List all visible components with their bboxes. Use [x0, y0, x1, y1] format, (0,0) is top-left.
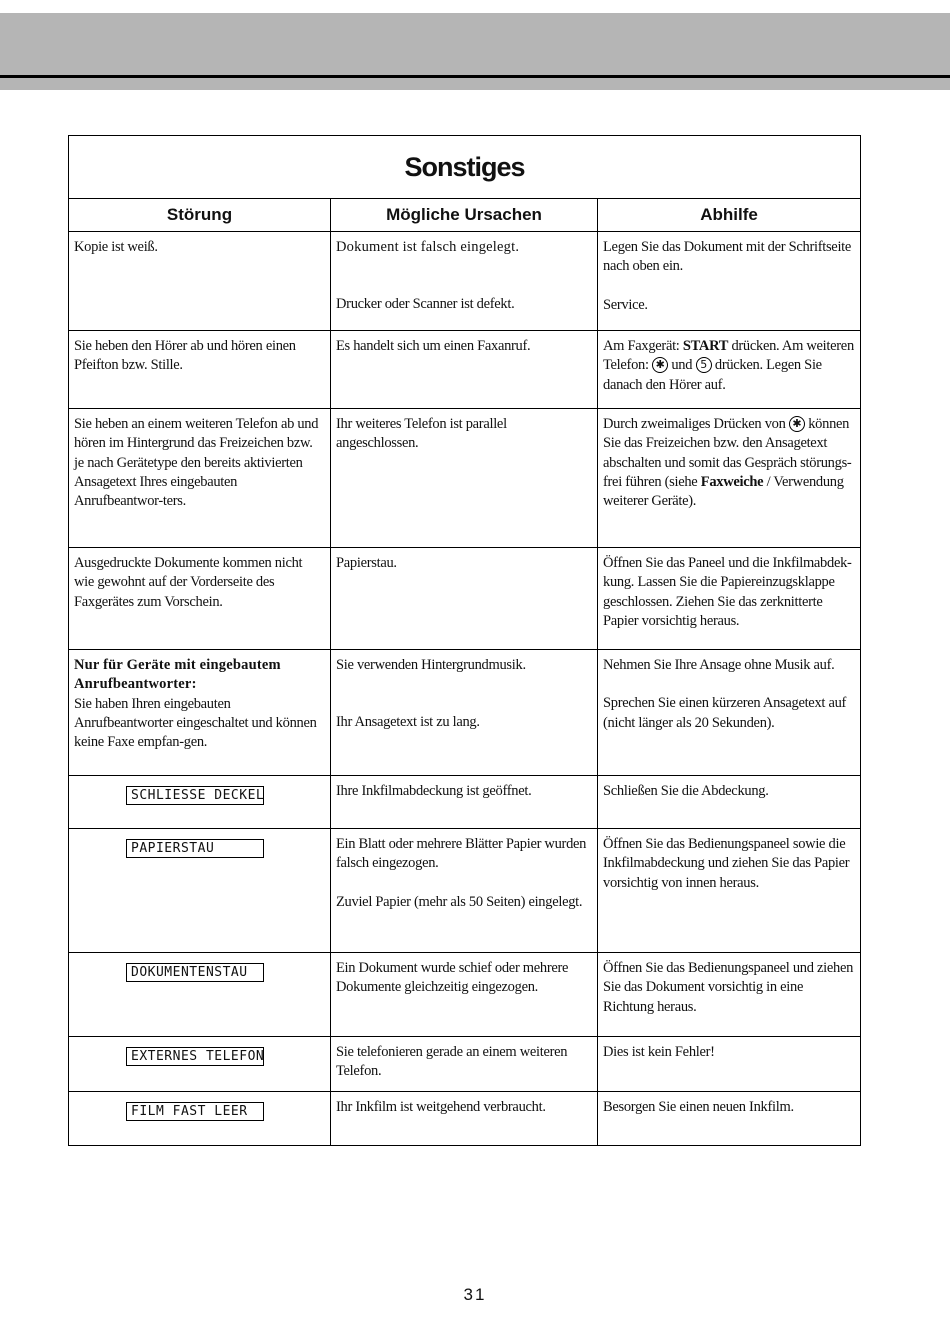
remedy-text: Durch zweimaliges Drücken von [603, 416, 789, 432]
display-message: FILM FAST LEER [126, 1102, 264, 1121]
cause-cell [331, 776, 598, 829]
cause-text: Drucker oder Scanner ist defekt. [336, 296, 515, 313]
display-message: EXTERNES TELEFON [126, 1047, 264, 1066]
remedy-cell [598, 776, 861, 829]
cause-text: Es handelt sich um einen Faxanruf. [336, 338, 531, 354]
remedy-text: Besorgen Sie einen neuen Inkfilm. [603, 1099, 794, 1115]
table-row [69, 331, 861, 409]
remedy-cell [598, 409, 861, 548]
cause-text: Dokument ist falsch eingelegt. [336, 239, 520, 255]
cause-text: Ihr Inkfilm ist weitgehend verbraucht. [336, 1099, 546, 1115]
remedy-text: Dies ist kein Fehler! [603, 1044, 715, 1060]
remedy-cell [598, 953, 861, 1037]
star-key-icon: ✱ [652, 357, 668, 373]
remedy-cell [598, 548, 861, 650]
cause-text: Zuviel Papier (mehr als 50 Seiten) eingelegt. [336, 893, 583, 910]
table-row [69, 232, 861, 331]
problem-text: Sie heben an einem weiteren Telefon ab und hören im Hintergrund das Freizeichen bzw. je nach Gerätetype den bereits aktivierten Ansagetext Ihres eingebauten Anrufbeantwor-ters. [74, 416, 319, 510]
problem-cell [69, 409, 331, 548]
header-band [0, 13, 950, 75]
display-message: PAPIERSTAU [126, 839, 264, 858]
remedy-cell [598, 829, 861, 953]
troubleshooting-table [68, 135, 861, 1146]
remedy-text: Legen Sie das Dokument mit der Schriftseite nach oben ein. [603, 239, 852, 275]
table-row [69, 776, 861, 829]
remedy-cell [598, 650, 861, 776]
table-row [69, 1037, 861, 1092]
start-key-label: START [682, 338, 729, 354]
problem-text: Kopie ist weiß. [74, 239, 158, 255]
remedy-text: Service. [603, 296, 648, 313]
cause-text: Sie telefonieren gerade an einem weiteren Telefon. [336, 1044, 568, 1080]
table-row [69, 409, 861, 548]
five-key-icon: 5 [696, 357, 712, 373]
cause-text: Ein Dokument wurde schief oder mehrere Dokumente gleichzeitig eingezogen. [336, 960, 569, 996]
cause-cell [331, 548, 598, 650]
cause-text: Ihr weiteres Telefon ist parallel angeschlossen. [336, 416, 507, 452]
problem-cell [69, 331, 331, 409]
star-key-icon: ✱ [789, 416, 805, 432]
cause-cell [331, 953, 598, 1037]
remedy-text: Schließen Sie die Abdeckung. [603, 783, 769, 799]
cause-text: Papierstau. [336, 555, 397, 571]
problem-note: Nur für Geräte mit eingebautem Anrufbeantworter: [74, 657, 281, 693]
cause-cell [331, 1037, 598, 1092]
remedy-text: drücken. Am weiteren Telefon: [603, 338, 854, 374]
cause-text: Ihr Ansagetext ist zu lang. [336, 714, 480, 731]
display-message: SCHLIESSE DECKEL [126, 786, 264, 805]
problem-cell [69, 776, 331, 829]
remedy-cell [598, 331, 861, 409]
cause-cell [331, 829, 598, 953]
column-header-remedy: Abhilfe [598, 199, 861, 232]
header-band-lower [0, 78, 950, 90]
remedy-text: Öffnen Sie das Paneel und die Inkfilmabdek-kung. Lassen Sie die Papiereinzugsklappe geschlossen. Ziehen Sie das zerknitterte Papier vorsichtig heraus. [603, 555, 852, 629]
table-row [69, 650, 861, 776]
cause-cell [331, 1092, 598, 1146]
table-row [69, 829, 861, 953]
remedy-text: können Sie das Freizeichen bzw. den Ansagetext abschalten und somit das Gespräch störungs-frei führen (siehe [603, 416, 852, 490]
problem-cell [69, 548, 331, 650]
cause-text: Sie verwenden Hintergrundmusik. [336, 657, 526, 673]
cause-cell [331, 232, 598, 331]
remedy-text: und [668, 357, 696, 374]
problem-cell [69, 953, 331, 1037]
problem-text: Ausgedruckte Dokumente kommen nicht wie gewohnt auf der Vorderseite des Faxgerätes zum Vorschein. [74, 555, 303, 610]
cause-cell [331, 409, 598, 548]
faxweiche-label: Faxweiche [700, 473, 764, 490]
problem-cell [69, 650, 331, 776]
cause-text: Ihre Inkfilmabdeckung ist geöffnet. [336, 783, 532, 799]
problem-cell [69, 1092, 331, 1146]
remedy-text: Am Faxgerät: [603, 338, 683, 354]
remedy-cell [598, 232, 861, 331]
remedy-text: / Verwendung weiterer Geräte). [603, 473, 844, 510]
cause-text: Ein Blatt oder mehrere Blätter Papier wurden falsch eingezogen. [336, 836, 587, 872]
page-number: 31 [463, 1285, 487, 1304]
remedy-text: Sprechen Sie einen kürzeren Ansagetext auf (nicht länger als 20 Sekunden). [603, 695, 847, 731]
table-row [69, 548, 861, 650]
remedy-cell [598, 1092, 861, 1146]
table-row [69, 953, 861, 1037]
column-header-cause: Mögliche Ursachen [331, 199, 598, 232]
cause-cell [331, 650, 598, 776]
problem-cell [69, 232, 331, 331]
remedy-text: Öffnen Sie das Bedienungspaneel und ziehen Sie das Dokument vorsichtig in eine Richtung heraus. [603, 960, 854, 1015]
display-message: DOKUMENTENSTAU [126, 963, 264, 982]
problem-text: Sie heben den Hörer ab und hören einen Pfeifton bzw. Stille. [74, 338, 296, 374]
cause-cell [331, 331, 598, 409]
problem-cell [69, 1037, 331, 1092]
remedy-cell [598, 1037, 861, 1092]
remedy-text: Nehmen Sie Ihre Ansage ohne Musik auf. [603, 657, 835, 673]
problem-cell [69, 829, 331, 953]
table-row [69, 1092, 861, 1146]
problem-text: Sie haben Ihren eingebauten Anrufbeantworter eingeschaltet und können keine Faxe empfan-gen. [74, 695, 317, 751]
remedy-text: Öffnen Sie das Bedienungspaneel sowie die Inkfilmabdeckung und ziehen Sie das Papier vorsichtig von innen heraus. [603, 836, 850, 891]
column-header-problem: Störung [69, 199, 331, 232]
remedy-text: drücken. Legen Sie danach den Hörer auf. [603, 357, 822, 393]
section-title: Sonstiges [69, 136, 861, 199]
